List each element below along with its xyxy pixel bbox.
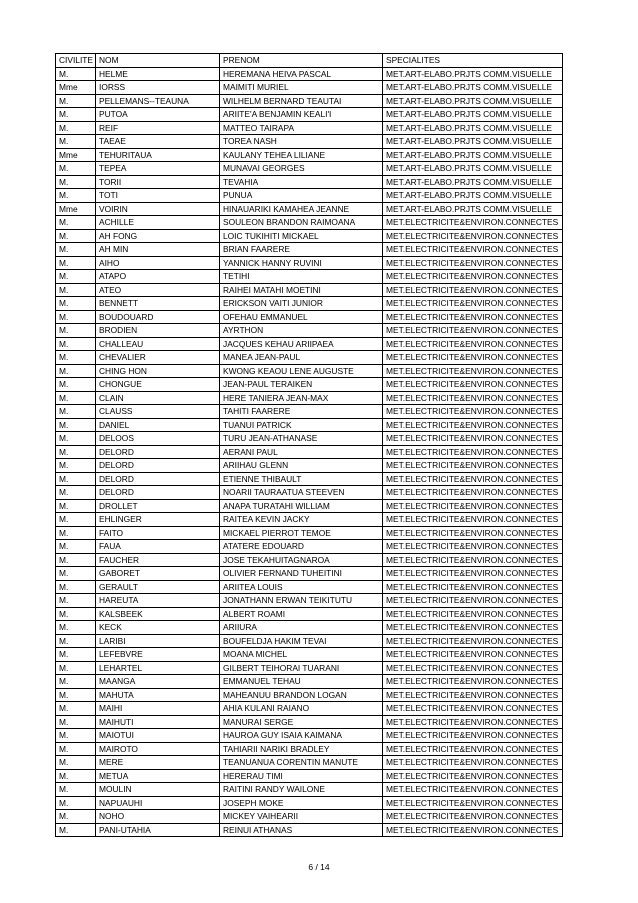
cell-prenom: MAIMITI MURIEL: [220, 81, 383, 95]
table-row: [56, 810, 563, 824]
table-row: [56, 702, 563, 716]
table-row: [56, 418, 563, 432]
cell-nom: DELORD: [96, 472, 220, 486]
cell-civilite: M.: [56, 418, 96, 432]
table-row: [56, 121, 563, 135]
cell-civilite: M.: [56, 823, 96, 837]
table-row: [56, 175, 563, 189]
cell-specialites: MET.ELECTRICITE&ENVIRON.CONNECTES: [383, 364, 563, 378]
cell-nom: ATEO: [96, 283, 220, 297]
table-row: [56, 148, 563, 162]
table-row: [56, 445, 563, 459]
cell-nom: MERE: [96, 756, 220, 770]
cell-civilite: M.: [56, 364, 96, 378]
cell-prenom: MOANA MICHEL: [220, 648, 383, 662]
cell-nom: VOIRIN: [96, 202, 220, 216]
cell-nom: CHING HON: [96, 364, 220, 378]
cell-civilite: M.: [56, 742, 96, 756]
cell-specialites: MET.ART-ELABO.PRJTS COMM.VISUELLE: [383, 121, 563, 135]
cell-nom: CHONGUE: [96, 378, 220, 392]
cell-specialites: MET.ELECTRICITE&ENVIRON.CONNECTES: [383, 661, 563, 675]
header-nom: NOM: [96, 54, 220, 68]
cell-prenom: TOREA NASH: [220, 135, 383, 149]
cell-civilite: M.: [56, 67, 96, 81]
cell-prenom: BRIAN FAARERE: [220, 243, 383, 257]
cell-civilite: M.: [56, 324, 96, 338]
cell-prenom: OFEHAU EMMANUEL: [220, 310, 383, 324]
cell-specialites: MET.ELECTRICITE&ENVIRON.CONNECTES: [383, 418, 563, 432]
cell-prenom: JOSEPH MOKE: [220, 796, 383, 810]
cell-nom: HAREUTA: [96, 594, 220, 608]
cell-nom: ACHILLE: [96, 216, 220, 230]
cell-prenom: HEREMANA HEIVA PASCAL: [220, 67, 383, 81]
table-row: [56, 162, 563, 176]
cell-specialites: MET.ELECTRICITE&ENVIRON.CONNECTES: [383, 351, 563, 365]
cell-prenom: JOSE TEKAHUITAGNAROA: [220, 553, 383, 567]
cell-specialites: MET.ART-ELABO.PRJTS COMM.VISUELLE: [383, 148, 563, 162]
cell-nom: KECK: [96, 621, 220, 635]
cell-prenom: TEVAHIA: [220, 175, 383, 189]
cell-specialites: MET.ART-ELABO.PRJTS COMM.VISUELLE: [383, 67, 563, 81]
cell-civilite: M.: [56, 135, 96, 149]
cell-civilite: M.: [56, 283, 96, 297]
cell-specialites: MET.ELECTRICITE&ENVIRON.CONNECTES: [383, 391, 563, 405]
cell-prenom: ARIITE'A BENJAMIN KEALI'I: [220, 108, 383, 122]
cell-nom: DELORD: [96, 486, 220, 500]
cell-nom: FAUCHER: [96, 553, 220, 567]
cell-specialites: MET.ELECTRICITE&ENVIRON.CONNECTES: [383, 256, 563, 270]
cell-nom: NOHO: [96, 810, 220, 824]
table-row: [56, 607, 563, 621]
cell-specialites: MET.ELECTRICITE&ENVIRON.CONNECTES: [383, 648, 563, 662]
cell-nom: METUA: [96, 769, 220, 783]
cell-civilite: M.: [56, 607, 96, 621]
table-row: [56, 796, 563, 810]
cell-prenom: TURU JEAN-ATHANASE: [220, 432, 383, 446]
cell-prenom: ATATERE EDOUARD: [220, 540, 383, 554]
cell-civilite: M.: [56, 688, 96, 702]
cell-prenom: RAITEA KEVIN JACKY: [220, 513, 383, 527]
cell-nom: MAHUTA: [96, 688, 220, 702]
cell-prenom: TAHIARII NARIKI BRADLEY: [220, 742, 383, 756]
table-row: [56, 270, 563, 284]
cell-specialites: MET.ELECTRICITE&ENVIRON.CONNECTES: [383, 580, 563, 594]
cell-specialites: MET.ELECTRICITE&ENVIRON.CONNECTES: [383, 688, 563, 702]
cell-specialites: MET.ELECTRICITE&ENVIRON.CONNECTES: [383, 621, 563, 635]
cell-prenom: REINUI ATHANAS: [220, 823, 383, 837]
cell-civilite: M.: [56, 270, 96, 284]
cell-nom: CHALLEAU: [96, 337, 220, 351]
table-row: [56, 634, 563, 648]
table-row: [56, 405, 563, 419]
cell-prenom: ARIIHAU GLENN: [220, 459, 383, 473]
table-row: [56, 432, 563, 446]
cell-nom: TORII: [96, 175, 220, 189]
cell-nom: PUTOA: [96, 108, 220, 122]
page-number: 6 / 14: [308, 862, 330, 872]
cell-prenom: RAITINI RANDY WAILONE: [220, 783, 383, 797]
cell-civilite: Mme: [56, 81, 96, 95]
cell-specialites: MET.ELECTRICITE&ENVIRON.CONNECTES: [383, 513, 563, 527]
cell-nom: LEFEBVRE: [96, 648, 220, 662]
cell-nom: PELLEMANS--TEAUNA: [96, 94, 220, 108]
cell-nom: DELORD: [96, 445, 220, 459]
cell-nom: AH FONG: [96, 229, 220, 243]
cell-civilite: M.: [56, 729, 96, 743]
table-row: [56, 216, 563, 230]
table-row: [56, 351, 563, 365]
cell-specialites: MET.ELECTRICITE&ENVIRON.CONNECTES: [383, 594, 563, 608]
table-row: [56, 229, 563, 243]
cell-specialites: MET.ELECTRICITE&ENVIRON.CONNECTES: [383, 216, 563, 230]
table-row: [56, 67, 563, 81]
header-prenom: PRENOM: [220, 54, 383, 68]
cell-specialites: MET.ELECTRICITE&ENVIRON.CONNECTES: [383, 472, 563, 486]
cell-nom: ATAPO: [96, 270, 220, 284]
table-row: [56, 364, 563, 378]
cell-civilite: M.: [56, 756, 96, 770]
cell-civilite: M.: [56, 796, 96, 810]
cell-civilite: M.: [56, 108, 96, 122]
cell-prenom: EMMANUEL TEHAU: [220, 675, 383, 689]
table-row: [56, 310, 563, 324]
cell-civilite: M.: [56, 337, 96, 351]
cell-specialites: MET.ELECTRICITE&ENVIRON.CONNECTES: [383, 499, 563, 513]
table-row: [56, 297, 563, 311]
cell-specialites: MET.ELECTRICITE&ENVIRON.CONNECTES: [383, 526, 563, 540]
students-table: [55, 53, 563, 837]
cell-prenom: BOUFELDJA HAKIM TEVAI: [220, 634, 383, 648]
cell-civilite: M.: [56, 459, 96, 473]
cell-specialites: MET.ELECTRICITE&ENVIRON.CONNECTES: [383, 445, 563, 459]
table-row: [56, 202, 563, 216]
cell-civilite: M.: [56, 445, 96, 459]
table-header-row: [56, 54, 563, 68]
cell-prenom: MANURAI SERGE: [220, 715, 383, 729]
table-row: [56, 783, 563, 797]
cell-specialites: MET.ELECTRICITE&ENVIRON.CONNECTES: [383, 729, 563, 743]
cell-civilite: M.: [56, 513, 96, 527]
cell-nom: CLAUSS: [96, 405, 220, 419]
cell-prenom: TAHITI FAARERE: [220, 405, 383, 419]
cell-civilite: M.: [56, 94, 96, 108]
cell-nom: AH MIN: [96, 243, 220, 257]
cell-specialites: MET.ELECTRICITE&ENVIRON.CONNECTES: [383, 540, 563, 554]
cell-civilite: Mme: [56, 202, 96, 216]
cell-specialites: MET.ELECTRICITE&ENVIRON.CONNECTES: [383, 270, 563, 284]
cell-civilite: M.: [56, 472, 96, 486]
cell-prenom: AERANI PAUL: [220, 445, 383, 459]
cell-prenom: AYRTHON: [220, 324, 383, 338]
cell-specialites: MET.ELECTRICITE&ENVIRON.CONNECTES: [383, 715, 563, 729]
cell-nom: BOUDOUARD: [96, 310, 220, 324]
table-body: [56, 54, 563, 837]
cell-prenom: JACQUES KEHAU ARIIPAEA: [220, 337, 383, 351]
table-row: [56, 769, 563, 783]
cell-specialites: MET.ELECTRICITE&ENVIRON.CONNECTES: [383, 756, 563, 770]
cell-civilite: M.: [56, 783, 96, 797]
table-row: [56, 823, 563, 837]
cell-prenom: GILBERT TEIHORAI TUARANI: [220, 661, 383, 675]
cell-prenom: TEANUANUA CORENTIN MANUTE: [220, 756, 383, 770]
cell-nom: TEHURITAUA: [96, 148, 220, 162]
cell-nom: TEPEA: [96, 162, 220, 176]
table-row: [56, 459, 563, 473]
cell-civilite: M.: [56, 297, 96, 311]
cell-specialites: MET.ELECTRICITE&ENVIRON.CONNECTES: [383, 337, 563, 351]
table-row: [56, 108, 563, 122]
cell-civilite: M.: [56, 391, 96, 405]
cell-specialites: MET.ART-ELABO.PRJTS COMM.VISUELLE: [383, 108, 563, 122]
cell-nom: IORSS: [96, 81, 220, 95]
cell-prenom: JONATHANN ERWAN TEIKITUTU: [220, 594, 383, 608]
cell-specialites: MET.ELECTRICITE&ENVIRON.CONNECTES: [383, 702, 563, 716]
cell-civilite: M.: [56, 229, 96, 243]
cell-civilite: M.: [56, 256, 96, 270]
cell-specialites: MET.ART-ELABO.PRJTS COMM.VISUELLE: [383, 135, 563, 149]
cell-specialites: MET.ELECTRICITE&ENVIRON.CONNECTES: [383, 553, 563, 567]
cell-nom: GERAULT: [96, 580, 220, 594]
cell-civilite: M.: [56, 175, 96, 189]
cell-prenom: ERICKSON VAITI JUNIOR: [220, 297, 383, 311]
table-row: [56, 486, 563, 500]
cell-civilite: M.: [56, 499, 96, 513]
cell-nom: KALSBEEK: [96, 607, 220, 621]
cell-civilite: M.: [56, 378, 96, 392]
header-specialites: SPECIALITES: [383, 54, 563, 68]
cell-prenom: ALBERT ROAMI: [220, 607, 383, 621]
cell-civilite: M.: [56, 580, 96, 594]
cell-specialites: MET.ELECTRICITE&ENVIRON.CONNECTES: [383, 486, 563, 500]
cell-specialites: MET.ART-ELABO.PRJTS COMM.VISUELLE: [383, 175, 563, 189]
table-row: [56, 337, 563, 351]
cell-nom: AIHO: [96, 256, 220, 270]
cell-prenom: HERERAU TIMI: [220, 769, 383, 783]
table-row: [56, 688, 563, 702]
cell-civilite: M.: [56, 567, 96, 581]
cell-civilite: M.: [56, 675, 96, 689]
cell-specialites: MET.ELECTRICITE&ENVIRON.CONNECTES: [383, 607, 563, 621]
table-row: [56, 526, 563, 540]
cell-specialites: MET.ELECTRICITE&ENVIRON.CONNECTES: [383, 810, 563, 824]
cell-civilite: M.: [56, 634, 96, 648]
cell-prenom: MUNAVAI GEORGES: [220, 162, 383, 176]
cell-specialites: MET.ELECTRICITE&ENVIRON.CONNECTES: [383, 567, 563, 581]
cell-nom: EHLINGER: [96, 513, 220, 527]
cell-specialites: MET.ELECTRICITE&ENVIRON.CONNECTES: [383, 459, 563, 473]
cell-nom: TOTI: [96, 189, 220, 203]
table-row: [56, 729, 563, 743]
cell-civilite: M.: [56, 216, 96, 230]
table-row: [56, 553, 563, 567]
cell-prenom: WILHELM BERNARD TEAUTAI: [220, 94, 383, 108]
table-row: [56, 94, 563, 108]
table-row: [56, 256, 563, 270]
table-row: [56, 580, 563, 594]
cell-prenom: JEAN-PAUL TERAIKEN: [220, 378, 383, 392]
cell-civilite: M.: [56, 526, 96, 540]
cell-nom: DELOOS: [96, 432, 220, 446]
cell-civilite: M.: [56, 553, 96, 567]
table-row: [56, 81, 563, 95]
cell-civilite: M.: [56, 810, 96, 824]
cell-prenom: MANEA JEAN-PAUL: [220, 351, 383, 365]
cell-civilite: M.: [56, 405, 96, 419]
cell-prenom: AHIA KULANI RAIANO: [220, 702, 383, 716]
cell-civilite: M.: [56, 661, 96, 675]
cell-nom: MAIHI: [96, 702, 220, 716]
table-row: [56, 135, 563, 149]
cell-prenom: TETIHI: [220, 270, 383, 284]
cell-nom: TAEAE: [96, 135, 220, 149]
cell-civilite: M.: [56, 162, 96, 176]
cell-specialites: MET.ELECTRICITE&ENVIRON.CONNECTES: [383, 378, 563, 392]
table-row: [56, 567, 563, 581]
table-row: [56, 648, 563, 662]
cell-nom: MAIOTUI: [96, 729, 220, 743]
cell-prenom: MICKEY VAIHEARII: [220, 810, 383, 824]
table-row: [56, 391, 563, 405]
cell-civilite: M.: [56, 715, 96, 729]
cell-prenom: HINAUARIKI KAMAHEA JEANNE: [220, 202, 383, 216]
table-row: [56, 675, 563, 689]
cell-prenom: SOULEON BRANDON RAIMOANA: [220, 216, 383, 230]
cell-prenom: LOIC TUKIHITI MICKAEL: [220, 229, 383, 243]
cell-nom: MAIHUTI: [96, 715, 220, 729]
table-row: [56, 594, 563, 608]
cell-nom: MAIROTO: [96, 742, 220, 756]
table-row: [56, 756, 563, 770]
cell-civilite: M.: [56, 540, 96, 554]
cell-prenom: MICKAEL PIERROT TEMOE: [220, 526, 383, 540]
cell-nom: FAITO: [96, 526, 220, 540]
cell-prenom: HAUROA GUY ISAIA KAIMANA: [220, 729, 383, 743]
cell-civilite: M.: [56, 648, 96, 662]
cell-civilite: M.: [56, 769, 96, 783]
cell-nom: DELORD: [96, 459, 220, 473]
table-row: [56, 472, 563, 486]
table-row: [56, 499, 563, 513]
table-row: [56, 540, 563, 554]
cell-prenom: YANNICK HANNY RUVINI: [220, 256, 383, 270]
cell-prenom: HERE TANIERA JEAN-MAX: [220, 391, 383, 405]
cell-specialites: MET.ELECTRICITE&ENVIRON.CONNECTES: [383, 297, 563, 311]
cell-civilite: M.: [56, 621, 96, 635]
cell-prenom: KAULANY TEHEA LILIANE: [220, 148, 383, 162]
table-row: [56, 621, 563, 635]
cell-specialites: MET.ELECTRICITE&ENVIRON.CONNECTES: [383, 675, 563, 689]
cell-specialites: MET.ELECTRICITE&ENVIRON.CONNECTES: [383, 796, 563, 810]
cell-nom: REIF: [96, 121, 220, 135]
cell-specialites: MET.ELECTRICITE&ENVIRON.CONNECTES: [383, 432, 563, 446]
cell-prenom: MAHEANUU BRANDON LOGAN: [220, 688, 383, 702]
cell-specialites: MET.ART-ELABO.PRJTS COMM.VISUELLE: [383, 189, 563, 203]
cell-specialites: MET.ART-ELABO.PRJTS COMM.VISUELLE: [383, 162, 563, 176]
cell-nom: BRODIEN: [96, 324, 220, 338]
cell-specialites: MET.ART-ELABO.PRJTS COMM.VISUELLE: [383, 81, 563, 95]
cell-prenom: ARIIURA: [220, 621, 383, 635]
cell-nom: PANI-UTAHIA: [96, 823, 220, 837]
cell-nom: FAUA: [96, 540, 220, 554]
cell-nom: NAPUAUHI: [96, 796, 220, 810]
cell-nom: MOULIN: [96, 783, 220, 797]
cell-specialites: MET.ELECTRICITE&ENVIRON.CONNECTES: [383, 783, 563, 797]
cell-civilite: M.: [56, 486, 96, 500]
cell-nom: HELME: [96, 67, 220, 81]
cell-specialites: MET.ELECTRICITE&ENVIRON.CONNECTES: [383, 310, 563, 324]
cell-nom: CHEVALIER: [96, 351, 220, 365]
cell-specialites: MET.ELECTRICITE&ENVIRON.CONNECTES: [383, 243, 563, 257]
cell-specialites: MET.ELECTRICITE&ENVIRON.CONNECTES: [383, 634, 563, 648]
cell-specialites: MET.ELECTRICITE&ENVIRON.CONNECTES: [383, 742, 563, 756]
table-row: [56, 742, 563, 756]
cell-civilite: M.: [56, 702, 96, 716]
table-row: [56, 378, 563, 392]
table-row: [56, 283, 563, 297]
cell-prenom: ANAPA TURATAHI WILLIAM: [220, 499, 383, 513]
cell-civilite: M.: [56, 594, 96, 608]
cell-prenom: TUANUI PATRICK: [220, 418, 383, 432]
cell-specialites: MET.ELECTRICITE&ENVIRON.CONNECTES: [383, 405, 563, 419]
table-row: [56, 243, 563, 257]
cell-prenom: ETIENNE THIBAULT: [220, 472, 383, 486]
cell-civilite: M.: [56, 121, 96, 135]
cell-nom: LEHARTEL: [96, 661, 220, 675]
cell-prenom: MATTEO TAIRAPA: [220, 121, 383, 135]
cell-civilite: M.: [56, 310, 96, 324]
cell-civilite: M.: [56, 243, 96, 257]
cell-nom: DROLLET: [96, 499, 220, 513]
cell-specialites: MET.ELECTRICITE&ENVIRON.CONNECTES: [383, 283, 563, 297]
cell-specialites: MET.ELECTRICITE&ENVIRON.CONNECTES: [383, 324, 563, 338]
cell-civilite: M.: [56, 432, 96, 446]
table-row: [56, 661, 563, 675]
cell-prenom: NOARII TAURAATUA STEEVEN: [220, 486, 383, 500]
cell-specialites: MET.ELECTRICITE&ENVIRON.CONNECTES: [383, 823, 563, 837]
cell-specialites: MET.ELECTRICITE&ENVIRON.CONNECTES: [383, 769, 563, 783]
cell-civilite: M.: [56, 189, 96, 203]
table-row: [56, 189, 563, 203]
cell-prenom: RAIHEI MATAHI MOETINI: [220, 283, 383, 297]
cell-nom: MAANGA: [96, 675, 220, 689]
cell-nom: BENNETT: [96, 297, 220, 311]
cell-nom: DANIEL: [96, 418, 220, 432]
cell-civilite: M.: [56, 351, 96, 365]
table-row: [56, 324, 563, 338]
table-row: [56, 513, 563, 527]
cell-prenom: ARIITEA LOUIS: [220, 580, 383, 594]
cell-specialites: MET.ART-ELABO.PRJTS COMM.VISUELLE: [383, 202, 563, 216]
cell-prenom: KWONG KEAOU LENE AUGUSTE: [220, 364, 383, 378]
header-civilite: CIVILITE: [56, 54, 96, 68]
cell-nom: LARIBI: [96, 634, 220, 648]
cell-specialites: MET.ELECTRICITE&ENVIRON.CONNECTES: [383, 229, 563, 243]
cell-nom: GABORET: [96, 567, 220, 581]
cell-prenom: OLIVIER FERNAND TUHEITINI: [220, 567, 383, 581]
table-row: [56, 715, 563, 729]
cell-prenom: PUNUA: [220, 189, 383, 203]
cell-specialites: MET.ART-ELABO.PRJTS COMM.VISUELLE: [383, 94, 563, 108]
cell-nom: CLAIN: [96, 391, 220, 405]
cell-civilite: Mme: [56, 148, 96, 162]
